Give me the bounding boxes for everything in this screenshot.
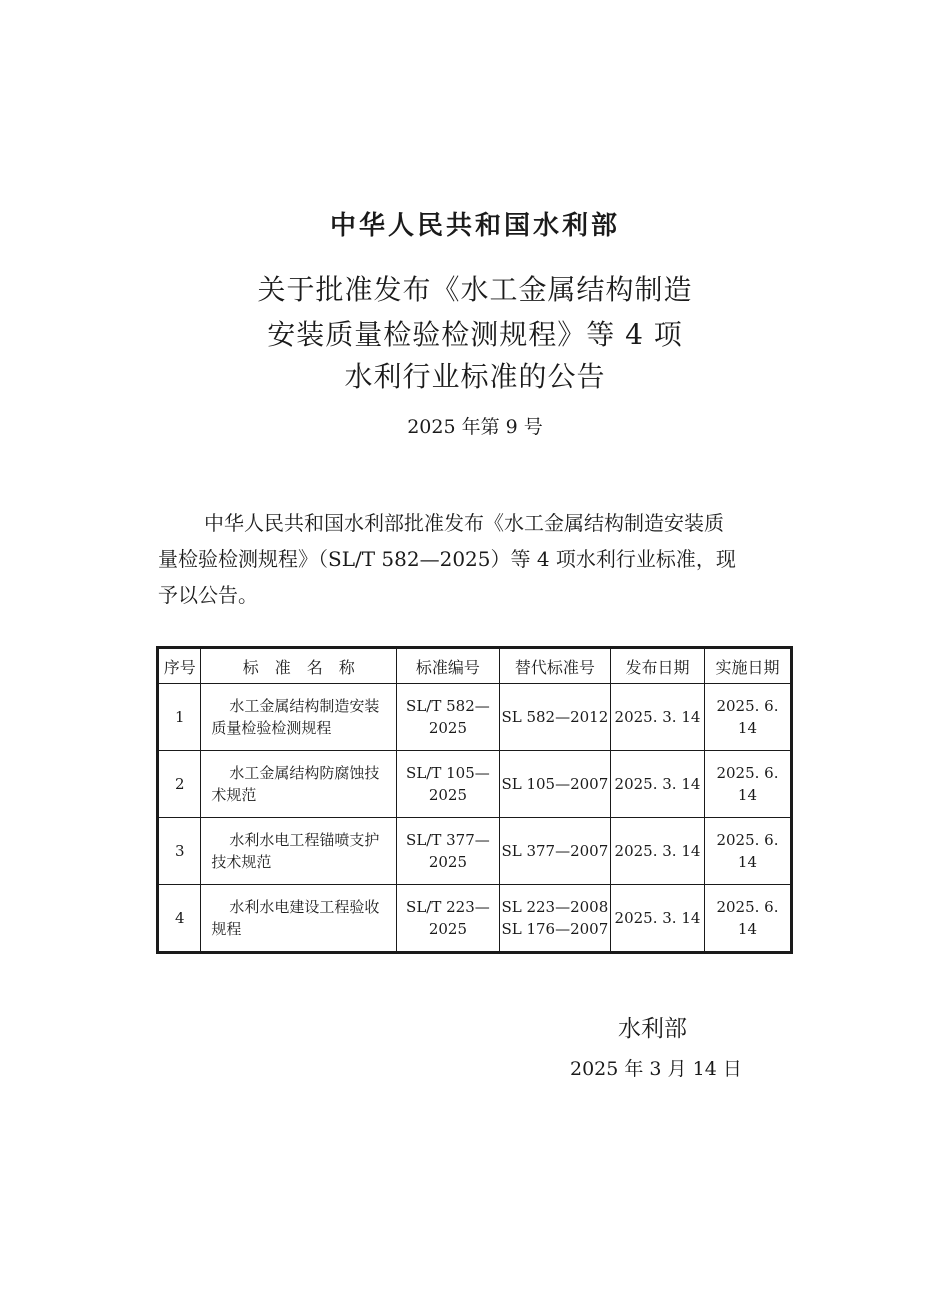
row-code-a: SL/T 223— [406,898,490,916]
row-name-text: 水利水电建设工程验收规程 [211,898,380,938]
table-header-row [158,648,792,684]
row-no: 1 [158,684,201,751]
row-issued: 2025. 3. 14 [611,885,705,953]
issue-date: 2025 年 3 月 14 日 [570,1058,742,1080]
header-code: 标准编号 [397,648,500,684]
row-code-b: 2025 [428,786,467,804]
row-name [201,885,397,953]
issuer: 中华人民共和国水利部 [329,211,620,241]
header-issued: 发布日期 [611,648,705,684]
header-replaces: 替代标准号 [499,648,610,684]
row-code-a: SL/T 105— [406,764,490,782]
row-replaces-b: SL 176—2007 [501,920,609,938]
title-line-3: 水利行业标准的公告 [344,360,606,393]
row-issued: 2025. 3. 14 [611,684,705,751]
table-row [158,885,792,953]
row-code [397,751,500,818]
body-line-3: 予以公告。 [158,583,258,607]
row-name-text: 水利水电工程锚喷支护技术规范 [211,831,380,871]
row-code-a: SL/T 377— [406,831,490,849]
row-code-b: 2025 [428,719,467,737]
row-name [201,818,397,885]
row-replaces [499,751,610,818]
body-line-1: 中华人民共和国水利部批准发布《水工金属结构制造安装质 [204,511,724,535]
row-code [397,818,500,885]
table-row [158,684,792,751]
title-line-1: 关于批准发布《水工金属结构制造 [257,273,693,306]
body-line-2: 量检验检测规程》（SL/T 582—2025）等 4 项水利行业标准，现 [158,547,736,571]
row-code [397,684,500,751]
row-issued: 2025. 3. 14 [611,751,705,818]
header-no: 序号 [158,648,201,684]
table-row [158,818,792,885]
signature: 水利部 [618,1016,687,1042]
row-code [397,885,500,953]
row-replaces-a: SL 377—2007 [501,842,609,860]
row-effective: 2025. 6. 14 [704,818,791,885]
row-issued: 2025. 3. 14 [611,818,705,885]
row-replaces [499,818,610,885]
row-replaces-a: SL 582—2012 [501,708,609,726]
row-code-b: 2025 [428,920,467,938]
row-effective: 2025. 6. 14 [704,684,791,751]
table-row [158,751,792,818]
row-replaces [499,684,610,751]
row-name-text: 水工金属结构制造安装质量检验检测规程 [211,697,380,737]
row-no: 3 [158,818,201,885]
row-code-b: 2025 [428,853,467,871]
row-code-a: SL/T 582— [406,697,490,715]
header-effective: 实施日期 [704,648,791,684]
row-replaces-a: SL 223—2008 [501,898,609,916]
row-replaces-a: SL 105—2007 [501,775,609,793]
header-name: 标 准 名 称 [201,648,397,684]
row-replaces [499,885,610,953]
row-name-text: 水工金属结构防腐蚀技术规范 [211,764,380,804]
row-effective: 2025. 6. 14 [704,885,791,953]
row-name [201,751,397,818]
title-line-2: 安装质量检验检测规程》等 4 项 [267,318,683,351]
row-no: 4 [158,885,201,953]
standards-table [156,646,793,954]
row-name [201,684,397,751]
doc-number: 2025 年第 9 号 [407,416,543,438]
row-effective: 2025. 6. 14 [704,751,791,818]
row-no: 2 [158,751,201,818]
